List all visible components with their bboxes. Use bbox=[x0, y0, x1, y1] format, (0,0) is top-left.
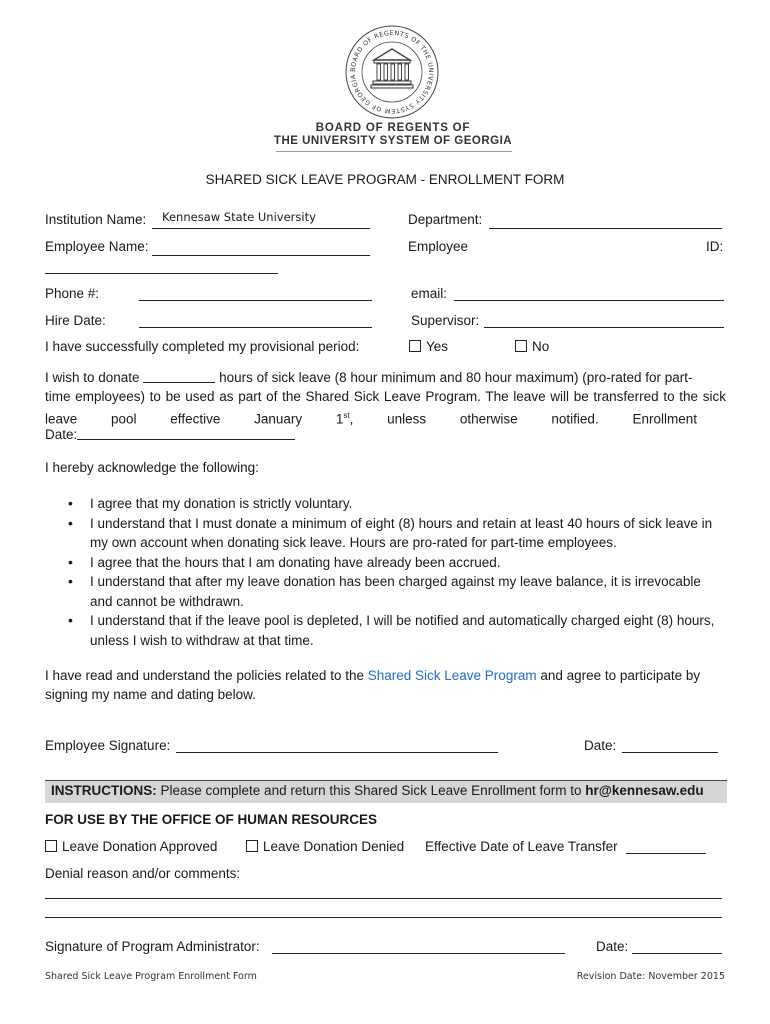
employee-name-field[interactable] bbox=[152, 255, 370, 256]
institution-label: Institution Name: bbox=[45, 212, 147, 227]
effective-date-label: Effective Date of Leave Transfer bbox=[425, 839, 618, 854]
acknowledge-item: • I understand that if the leave pool is depleted, I will be notified and automatically charged eight (8) hours, unless I wish to withdraw at that time. bbox=[62, 611, 727, 650]
instructions-text bbox=[51, 783, 704, 798]
donation-hours-field[interactable] bbox=[143, 370, 215, 383]
acknowledge-heading: I hereby acknowledge the following: bbox=[45, 460, 259, 475]
supervisor-label: Supervisor: bbox=[411, 313, 480, 328]
supervisor-field[interactable] bbox=[484, 327, 724, 328]
donation-line2: time employees) to be used as part of the Shared Sick Leave Program. The leave will be transferred to the sick bbox=[45, 389, 726, 404]
enrollment-date-label: Date: bbox=[45, 427, 78, 442]
employee-id-label-end: ID: bbox=[706, 239, 724, 254]
employee-id-field[interactable] bbox=[45, 273, 278, 274]
donation-text-effective: leave pool effective January 1 bbox=[45, 411, 344, 427]
acknowledge-item: • I agree that my donation is strictly voluntary. bbox=[62, 494, 727, 514]
enrollment-date-field[interactable] bbox=[77, 427, 295, 440]
donation-line4 bbox=[45, 425, 345, 444]
hr-email[interactable]: hr@kennesaw.edu bbox=[585, 783, 704, 798]
acknowledge-list bbox=[62, 494, 727, 650]
employee-date-field[interactable] bbox=[622, 752, 718, 753]
employee-date-label: Date: bbox=[584, 738, 617, 753]
department-field[interactable] bbox=[489, 228, 722, 229]
leave-approved-option[interactable] bbox=[45, 839, 217, 854]
donation-text-unless: , unless otherwise notified. Enrollment bbox=[349, 411, 697, 427]
instructions-label: INSTRUCTIONS: bbox=[51, 783, 157, 798]
form-title: SHARED SICK LEAVE PROGRAM - ENROLLMENT FORM bbox=[205, 172, 565, 187]
denied-label: Leave Donation Denied bbox=[263, 839, 405, 854]
donation-line1 bbox=[45, 368, 726, 387]
yes-checkbox[interactable] bbox=[409, 340, 421, 352]
seal-title-line2: THE UNIVERSITY SYSTEM OF GEORGIA bbox=[273, 135, 513, 147]
regents-seal-icon bbox=[344, 24, 440, 120]
institution-field[interactable] bbox=[152, 228, 370, 229]
employee-signature-field[interactable] bbox=[176, 752, 498, 753]
agreement-text-a: I have read and understand the policies related to the bbox=[45, 668, 368, 683]
effective-date-field[interactable] bbox=[626, 853, 706, 854]
email-field[interactable] bbox=[454, 300, 724, 301]
denial-reason-label: Denial reason and/or comments: bbox=[45, 866, 241, 881]
yes-label: Yes bbox=[426, 339, 449, 354]
shared-sick-leave-link[interactable]: Shared Sick Leave Program bbox=[367, 668, 537, 683]
employee-signature-label: Employee Signature: bbox=[45, 738, 171, 753]
hire-date-field[interactable] bbox=[139, 327, 372, 328]
admin-date-label: Date: bbox=[596, 939, 629, 954]
department-label: Department: bbox=[408, 212, 483, 227]
donation-text-b: hours of sick leave (8 hour minimum and 80 hour maximum) (pro-rated for part- bbox=[219, 370, 693, 385]
phone-label: Phone #: bbox=[45, 286, 100, 301]
hire-date-label: Hire Date: bbox=[45, 313, 106, 328]
admin-signature-field[interactable] bbox=[272, 953, 565, 954]
acknowledge-item: • I understand that after my leave donation has been charged against my leave balance, it is irrevocable and cannot be withdrawn. bbox=[62, 572, 727, 611]
admin-signature-label: Signature of Program Administrator: bbox=[45, 939, 260, 954]
svg-text:BOARD OF REGENTS OF THE UNIVER: BOARD OF REGENTS OF THE UNIVERSITY SYSTEM OF GEORGIA bbox=[349, 29, 435, 115]
provisional-label: I have successfully completed my provisional period: bbox=[45, 339, 360, 354]
footer-left: Shared Sick Leave Program Enrollment Form bbox=[45, 971, 257, 982]
header-rule bbox=[276, 151, 512, 152]
seal-title-line1: BOARD OF REGENTS OF bbox=[315, 122, 471, 134]
donation-text-sup: st bbox=[343, 411, 350, 420]
denial-reason-line-2[interactable] bbox=[45, 917, 722, 918]
employee-name-label: Employee Name: bbox=[45, 239, 149, 254]
phone-field[interactable] bbox=[139, 300, 372, 301]
agreement-text-b: and agree to participate by bbox=[536, 668, 701, 683]
employee-id-label: Employee bbox=[408, 239, 469, 254]
acknowledge-item: • I understand that I must donate a minimum of eight (8) hours and retain at least 40 hours of sick leave in my own account when donating sick leave. Hours are pro-rated for part-time employees. bbox=[62, 514, 727, 553]
denial-reason-line-1[interactable] bbox=[45, 898, 722, 899]
approved-label: Leave Donation Approved bbox=[62, 839, 218, 854]
footer-right: Revision Date: November 2015 bbox=[576, 971, 725, 982]
agreement-line1 bbox=[45, 666, 735, 685]
hr-office-heading: FOR USE BY THE OFFICE OF HUMAN RESOURCES bbox=[45, 812, 378, 827]
no-label: No bbox=[532, 339, 550, 354]
instructions-body: Please complete and return this Shared Sick Leave Enrollment form to bbox=[156, 783, 586, 798]
no-checkbox[interactable] bbox=[515, 340, 527, 352]
seal-logo bbox=[344, 24, 440, 120]
donation-text-a: I wish to donate bbox=[45, 370, 140, 385]
provisional-yes[interactable] bbox=[409, 339, 448, 354]
agreement-line2: signing my name and dating below. bbox=[45, 687, 256, 702]
institution-value: Kennesaw State University bbox=[162, 210, 316, 224]
admin-date-field[interactable] bbox=[632, 953, 722, 954]
leave-denied-option[interactable] bbox=[246, 839, 404, 854]
approved-checkbox[interactable] bbox=[45, 840, 57, 852]
denied-checkbox[interactable] bbox=[246, 840, 258, 852]
email-label: email: bbox=[411, 286, 448, 301]
acknowledge-item: • I agree that the hours that I am donating have already been accrued. bbox=[62, 553, 727, 573]
provisional-no[interactable] bbox=[515, 339, 549, 354]
